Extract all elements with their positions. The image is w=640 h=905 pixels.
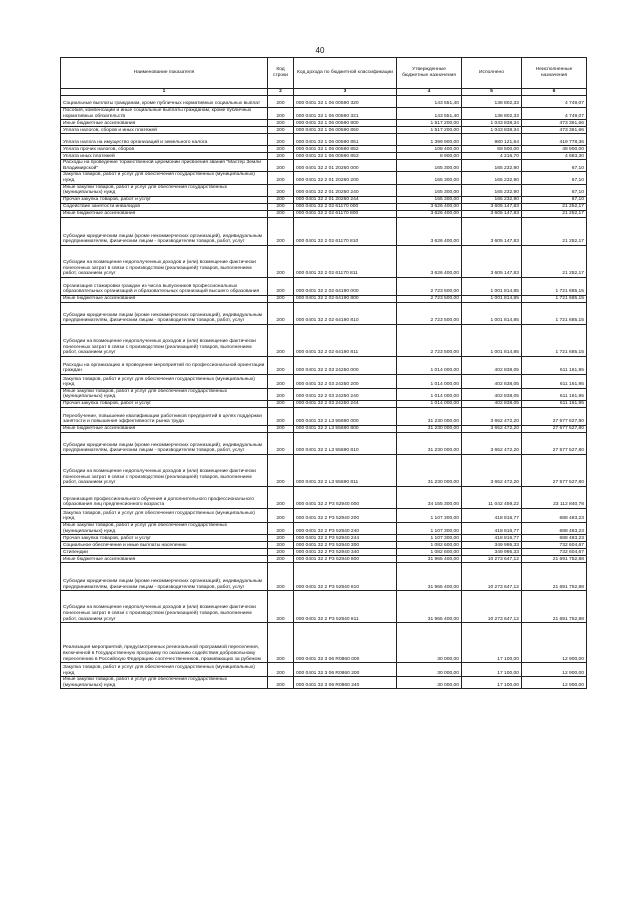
table-row: [61, 563, 587, 591]
row-code: 200: [268, 120, 294, 127]
row-unexecuted: 1 721 685,15: [522, 295, 587, 302]
row-unexecuted: 1 721 685,15: [522, 324, 587, 356]
row-code: 200: [268, 210, 294, 217]
row-classification-code: 000 0401 32 2 L3 55690 810: [294, 432, 397, 454]
table-row: [61, 203, 587, 210]
row-classification-code: 000 0401 32 2 P3 52940 800: [294, 556, 397, 563]
row-code: 200: [268, 432, 294, 454]
header-indicator-name: Наименование показателя: [61, 58, 268, 89]
row-name: Иные закупки товаров, работ и услуг для обеспечения государственных (муниципальных) нужд: [61, 184, 268, 196]
row-executed: 402 838,05: [462, 356, 522, 374]
row-code: 200: [268, 623, 294, 663]
row-code: 200: [268, 96, 294, 108]
table-row: [61, 324, 587, 356]
row-executed: 980 121,64: [462, 134, 522, 146]
row-name: Социальные выплаты гражданам, кроме публичных нормативных социальных выплат: [61, 96, 268, 108]
row-code: 200: [268, 184, 294, 196]
column-number-row: [61, 89, 587, 96]
row-executed: 418 816,77: [462, 508, 522, 522]
row-executed: 3 605 147,83: [462, 203, 522, 210]
page-number: 40: [315, 46, 325, 55]
row-code: 200: [268, 425, 294, 432]
row-executed: 3 605 147,83: [462, 245, 522, 277]
row-classification-code: 000 0401 32 2 01 20260 244: [294, 196, 397, 203]
row-unexecuted: 27 577 527,80: [522, 454, 587, 486]
row-approved: 34 155 300,00: [397, 486, 462, 508]
row-classification-code: 000 0401 32 2 02 61170 811: [294, 245, 397, 277]
row-approved: 1 014 000,00: [397, 374, 462, 388]
row-code: 200: [268, 486, 294, 508]
row-unexecuted: 67,10: [522, 172, 587, 184]
table-row: [61, 302, 587, 324]
row-classification-code: 000 0401 32 2 P3 52940 244: [294, 535, 397, 542]
row-classification-code: 000 0401 32 1 06 00590 852: [294, 146, 397, 153]
row-approved: 31 965 400,00: [397, 563, 462, 591]
row-approved: 1 014 000,00: [397, 356, 462, 374]
header-executed: Исполнено: [462, 58, 522, 89]
table-row: [61, 127, 587, 134]
row-code: 200: [268, 508, 294, 522]
row-classification-code: 000 0401 32 2 02 64190 000: [294, 277, 397, 295]
row-approved: 31 230 000,00: [397, 407, 462, 425]
row-approved: 1 082 600,00: [397, 549, 462, 556]
header-budget-classification: Код дохода по бюджетной классификации: [294, 58, 397, 89]
row-name: Субсидии юридическим лицам (кроме некоммерческих организаций), индивидуальным предпринимателям, физическим лицам - производителям товаров, работ, услуг: [61, 432, 268, 454]
table-row: [61, 217, 587, 245]
row-name: Организация профессионального обучения и дополнительного профессионального образования лиц предпенсионного возраста: [61, 486, 268, 508]
row-approved: 3 626 400,00: [397, 210, 462, 217]
row-approved: 1 082 600,00: [397, 542, 462, 549]
row-name: Иные бюджетные ассигнования: [61, 210, 268, 217]
budget-execution-table: [60, 57, 587, 689]
row-approved: 2 723 500,00: [397, 324, 462, 356]
row-classification-code: 000 0401 32 2 03 24250 240: [294, 388, 397, 400]
row-code: 200: [268, 374, 294, 388]
table-row: [61, 508, 587, 522]
row-executed: 418 816,77: [462, 522, 522, 534]
row-name: Стипендии: [61, 549, 268, 556]
row-classification-code: 000 0401 32 2 01 20260 000: [294, 160, 397, 172]
row-approved: 3 626 400,00: [397, 217, 462, 245]
row-name: Субсидии на возмещение недополученных доходов и (или) возмещение фактически понесенных затрат в связи с производством (реализацией) товаров, выполнением работ, оказанием услуг: [61, 454, 268, 486]
row-approved: 31 230 000,00: [397, 425, 462, 432]
row-name: Иные бюджетные ассигнования: [61, 556, 268, 563]
row-classification-code: 000 0401 32 2 P3 52940 240: [294, 522, 397, 534]
row-name: Субсидии юридическим лицам (кроме некоммерческих организаций), индивидуальным предпринимателям, физическим лицам - производителям товаров, работ, услуг: [61, 302, 268, 324]
table-row: [61, 432, 587, 454]
row-executed: 10 273 647,12: [462, 563, 522, 591]
row-unexecuted: 611 161,95: [522, 400, 587, 407]
row-approved: 1 399 900,00: [397, 134, 462, 146]
row-classification-code: 000 0401 32 2 P3 52940 200: [294, 508, 397, 522]
row-executed: 3 652 472,20: [462, 454, 522, 486]
row-executed: 3 605 147,83: [462, 217, 522, 245]
table-row: [61, 677, 587, 689]
table-row: [61, 134, 587, 146]
row-classification-code: 000 0401 32 1 06 00590 850: [294, 127, 397, 134]
row-unexecuted: 27 577 527,80: [522, 407, 587, 425]
row-name: Пособия, компенсации и иные социальные выплаты гражданам, кроме публичных нормативных обязательств: [61, 108, 268, 120]
row-code: 200: [268, 522, 294, 534]
row-unexecuted: 473 361,66: [522, 120, 587, 127]
row-name: Субсидии на возмещение недополученных доходов и (или) возмещение фактически понесенных затрат в связи с производством (реализацией) товаров, выполнением работ, оказанием услуг: [61, 591, 268, 623]
table-row: [61, 542, 587, 549]
row-approved: 108 400,00: [397, 146, 462, 153]
row-name: Субсидии на возмещение недополученных доходов и (или) возмещение фактически понесенных затрат в связи с производством (реализацией) товаров, выполнением работ, оказанием услуг: [61, 245, 268, 277]
row-approved: 2 723 500,00: [397, 302, 462, 324]
row-approved: 8 900,00: [397, 153, 462, 160]
table-row: [61, 663, 587, 677]
row-approved: 30 000,00: [397, 677, 462, 689]
row-name: Закупка товаров, работ и услуг для обеспечения государственных (муниципальных) нужд: [61, 172, 268, 184]
table-row: [61, 425, 587, 432]
table-row: [61, 196, 587, 203]
row-code: 200: [268, 277, 294, 295]
row-classification-code: 000 0401 32 2 P3 52940 810: [294, 563, 397, 591]
row-code: 200: [268, 388, 294, 400]
row-unexecuted: 688 483,23: [522, 522, 587, 534]
header-line-code: Код строки: [268, 58, 294, 89]
row-unexecuted: 4 749,07: [522, 96, 587, 108]
row-unexecuted: 419 778,36: [522, 134, 587, 146]
row-classification-code: 000 0401 32 1 06 00590 853: [294, 153, 397, 160]
row-classification-code: 000 0401 32 2 02 64190 800: [294, 295, 397, 302]
table-row: [61, 549, 587, 556]
row-unexecuted: 4 749,07: [522, 108, 587, 120]
row-approved: 2 723 500,00: [397, 277, 462, 295]
table-row: [61, 184, 587, 196]
header-approved: Утвержденные бюджетные назначения: [397, 58, 462, 89]
row-executed: 3 652 472,20: [462, 425, 522, 432]
row-name: Уплата налога на имущество организаций и земельного налога: [61, 134, 268, 146]
row-unexecuted: 12 900,00: [522, 623, 587, 663]
row-executed: 165 232,90: [462, 160, 522, 172]
row-code: 200: [268, 563, 294, 591]
row-unexecuted: 1 721 685,15: [522, 277, 587, 295]
row-executed: 10 273 647,12: [462, 591, 522, 623]
row-executed: 17 100,00: [462, 623, 522, 663]
row-executed: 349 995,33: [462, 542, 522, 549]
table-header-row: [61, 58, 587, 89]
row-approved: 143 551,40: [397, 96, 462, 108]
column-number: 2: [268, 89, 294, 96]
row-classification-code: 000 0401 32 2 P3 52940 811: [294, 591, 397, 623]
table-row: [61, 486, 587, 508]
row-unexecuted: 611 161,95: [522, 388, 587, 400]
row-unexecuted: 21 252,17: [522, 210, 587, 217]
row-unexecuted: 67,10: [522, 184, 587, 196]
row-approved: 30 000,00: [397, 663, 462, 677]
table-row: [61, 356, 587, 374]
row-executed: 1 001 814,85: [462, 324, 522, 356]
row-classification-code: 000 0401 32 3 06 R0860 240: [294, 677, 397, 689]
row-unexecuted: 1 721 685,15: [522, 302, 587, 324]
row-code: 200: [268, 542, 294, 549]
row-approved: 1 517 200,00: [397, 120, 462, 127]
row-unexecuted: 21 252,17: [522, 203, 587, 210]
row-code: 200: [268, 134, 294, 146]
row-approved: 143 551,40: [397, 108, 462, 120]
row-classification-code: 000 0401 32 1 06 00590 320: [294, 96, 397, 108]
row-name: Реализация мероприятий, предусмотренных региональной программой переселения, включенной в Государственную программу по оказанию содействия добровольному переселению в Российскую Федерацию соотечественников, проживающих за рубежом: [61, 623, 268, 663]
row-name: Содействие занятости инвалидов: [61, 203, 268, 210]
row-approved: 1 107 300,00: [397, 522, 462, 534]
row-classification-code: 000 0401 32 2 03 24250 000: [294, 356, 397, 374]
row-code: 200: [268, 146, 294, 153]
row-approved: 31 965 400,00: [397, 556, 462, 563]
row-unexecuted: 67,10: [522, 196, 587, 203]
row-classification-code: 000 0401 32 1 06 00590 851: [294, 134, 397, 146]
row-classification-code: 000 0401 32 2 P3 52940 300: [294, 542, 397, 549]
table-row: [61, 400, 587, 407]
row-name: Уплата иных платежей: [61, 153, 268, 160]
row-approved: 165 300,00: [397, 172, 462, 184]
row-approved: 1 014 000,00: [397, 400, 462, 407]
row-name: Прочая закупка товаров, работ и услуг: [61, 196, 268, 203]
row-name: Иные закупки товаров, работ и услуг для обеспечения государственных (муниципальных) нужд: [61, 388, 268, 400]
row-approved: 165 300,00: [397, 160, 462, 172]
row-name: Иные бюджетные ассигнования: [61, 425, 268, 432]
table-row: [61, 245, 587, 277]
row-code: 200: [268, 356, 294, 374]
row-unexecuted: 21 252,17: [522, 245, 587, 277]
row-name: Субсидии на возмещение недополученных доходов и (или) возмещение фактически понесенных затрат в связи с производством (реализацией) товаров, выполнением работ, оказанием услуг: [61, 324, 268, 356]
column-number: 5: [462, 89, 522, 96]
table-row: [61, 146, 587, 153]
table-row: [61, 407, 587, 425]
table-row: [61, 522, 587, 534]
row-name: Расходы на организацию и проведение мероприятий по профессиональной ориентации граждан: [61, 356, 268, 374]
row-unexecuted: 67,10: [522, 160, 587, 172]
row-classification-code: 000 0401 32 2 03 24250 200: [294, 374, 397, 388]
row-approved: 165 300,00: [397, 184, 462, 196]
row-unexecuted: 21 691 752,88: [522, 563, 587, 591]
row-code: 200: [268, 153, 294, 160]
table-row: [61, 210, 587, 217]
row-name: Иные закупки товаров, работ и услуг для обеспечения государственных (муниципальных) нужд: [61, 677, 268, 689]
column-number: 3: [294, 89, 397, 96]
row-classification-code: 000 0401 32 2 P3 52940 000: [294, 486, 397, 508]
row-code: 200: [268, 295, 294, 302]
row-approved: 1 107 300,00: [397, 535, 462, 542]
row-classification-code: 000 0401 32 2 L3 55690 811: [294, 454, 397, 486]
table-row: [61, 388, 587, 400]
row-code: 200: [268, 549, 294, 556]
row-executed: 138 802,33: [462, 108, 522, 120]
row-name: Субсидии юридическим лицам (кроме некоммерческих организаций), индивидуальным предпринимателям, физическим лицам - производителям товаров, работ, услуг: [61, 217, 268, 245]
row-classification-code: 000 0401 32 2 L3 55690 800: [294, 425, 397, 432]
row-approved: 1 107 300,00: [397, 508, 462, 522]
row-executed: 17 100,00: [462, 677, 522, 689]
table-row: [61, 374, 587, 388]
table-row: [61, 277, 587, 295]
row-executed: 138 802,33: [462, 96, 522, 108]
row-code: 200: [268, 108, 294, 120]
row-name: Закупка товаров, работ и услуг для обеспечения государственных (муниципальных) нужд: [61, 508, 268, 522]
column-number: 4: [397, 89, 462, 96]
row-classification-code: 000 0401 32 2 02 64190 811: [294, 324, 397, 356]
row-approved: 31 230 000,00: [397, 454, 462, 486]
row-classification-code: 000 0401 32 3 06 R0860 200: [294, 663, 397, 677]
row-code: 200: [268, 556, 294, 563]
row-executed: 402 838,05: [462, 400, 522, 407]
row-unexecuted: 12 900,00: [522, 663, 587, 677]
row-code: 200: [268, 400, 294, 407]
row-code: 200: [268, 245, 294, 277]
row-name: Организация стажировки граждан из числа выпускников профессиональных образовательных организаций и образовательных организаций высшего образования: [61, 277, 268, 295]
row-name: Иные закупки товаров, работ и услуг для обеспечения государственных (муниципальных) нужд: [61, 522, 268, 534]
row-code: 200: [268, 302, 294, 324]
row-executed: 3 652 472,20: [462, 407, 522, 425]
row-unexecuted: 21 252,17: [522, 217, 587, 245]
row-approved: 165 300,00: [397, 196, 462, 203]
row-code: 200: [268, 535, 294, 542]
table-row: [61, 120, 587, 127]
table-row: [61, 108, 587, 120]
row-executed: 1 001 814,85: [462, 295, 522, 302]
row-unexecuted: 27 577 527,80: [522, 432, 587, 454]
row-executed: 10 273 647,12: [462, 556, 522, 563]
column-number: 6: [522, 89, 587, 96]
row-classification-code: 000 0401 32 2 03 24250 244: [294, 400, 397, 407]
row-code: 200: [268, 454, 294, 486]
row-approved: 31 965 400,00: [397, 591, 462, 623]
row-code: 200: [268, 217, 294, 245]
row-unexecuted: 48 900,00: [522, 146, 587, 153]
row-name: Иные бюджетные ассигнования: [61, 120, 268, 127]
row-classification-code: 000 0401 32 1 06 00590 321: [294, 108, 397, 120]
row-classification-code: 000 0401 32 2 L3 55690 000: [294, 407, 397, 425]
row-name: Уплата налогов, сборов и иных платежей: [61, 127, 268, 134]
row-code: 200: [268, 172, 294, 184]
row-name: Расходы на проведение торжественной церемонии присвоения звания "Мастер Земли Владимирской": [61, 160, 268, 172]
row-unexecuted: 732 604,67: [522, 542, 587, 549]
row-unexecuted: 688 483,23: [522, 535, 587, 542]
row-approved: 3 626 400,00: [397, 245, 462, 277]
row-name: Социальное обеспечение и иные выплаты населению: [61, 542, 268, 549]
row-approved: 1 014 000,00: [397, 388, 462, 400]
row-code: 200: [268, 407, 294, 425]
row-classification-code: 000 0401 32 2 02 61170 800: [294, 210, 397, 217]
table-row: [61, 295, 587, 302]
table-row: [61, 160, 587, 172]
row-unexecuted: 4 683,30: [522, 153, 587, 160]
row-executed: 59 500,00: [462, 146, 522, 153]
row-approved: 31 230 000,00: [397, 432, 462, 454]
row-name: Прочая закупка товаров, работ и услуг: [61, 535, 268, 542]
row-name: Субсидии юридическим лицам (кроме некоммерческих организаций), индивидуальным предпринимателям, физическим лицам - производителям товаров, работ, услуг: [61, 563, 268, 591]
row-classification-code: 000 0401 32 3 06 R0860 000: [294, 623, 397, 663]
row-unexecuted: 732 604,67: [522, 549, 587, 556]
table-row: [61, 172, 587, 184]
row-executed: 165 232,90: [462, 196, 522, 203]
row-executed: 1 043 838,34: [462, 120, 522, 127]
row-executed: 418 816,77: [462, 535, 522, 542]
row-code: 200: [268, 663, 294, 677]
row-approved: 30 000,00: [397, 623, 462, 663]
table-row: [61, 591, 587, 623]
row-code: 200: [268, 203, 294, 210]
row-code: 200: [268, 324, 294, 356]
row-classification-code: 000 0401 32 2 02 61170 810: [294, 217, 397, 245]
column-number: 1: [61, 89, 268, 96]
row-executed: 11 042 459,22: [462, 486, 522, 508]
table-row: [61, 454, 587, 486]
row-code: 200: [268, 160, 294, 172]
row-name: Переобучение, повышение квалификации работников предприятий в целях поддержки занятости и повышения эффективности рынка труда: [61, 407, 268, 425]
row-executed: 3 652 472,20: [462, 432, 522, 454]
table-row: [61, 556, 587, 563]
row-unexecuted: 688 483,23: [522, 508, 587, 522]
row-unexecuted: 21 691 752,88: [522, 591, 587, 623]
row-approved: 3 626 400,00: [397, 203, 462, 210]
row-name: Прочая закупка товаров, работ и услуг: [61, 400, 268, 407]
row-executed: 349 995,33: [462, 549, 522, 556]
row-classification-code: 000 0401 32 2 01 20260 200: [294, 172, 397, 184]
row-executed: 165 232,90: [462, 184, 522, 196]
row-executed: 1 043 838,34: [462, 127, 522, 134]
table-row: [61, 96, 587, 108]
row-classification-code: 000 0401 32 2 01 20260 240: [294, 184, 397, 196]
row-unexecuted: 23 112 840,78: [522, 486, 587, 508]
row-code: 200: [268, 677, 294, 689]
table-row: [61, 535, 587, 542]
row-executed: 4 216,70: [462, 153, 522, 160]
row-unexecuted: 12 900,00: [522, 677, 587, 689]
row-executed: 1 001 814,85: [462, 302, 522, 324]
row-name: Уплата прочих налогов, сборов: [61, 146, 268, 153]
header-unexecuted: Неисполненные назначения: [522, 58, 587, 89]
row-unexecuted: 473 361,66: [522, 127, 587, 134]
row-unexecuted: 21 691 752,88: [522, 556, 587, 563]
row-executed: 402 838,05: [462, 374, 522, 388]
row-classification-code: 000 0401 32 1 06 00590 800: [294, 120, 397, 127]
row-executed: 165 232,90: [462, 172, 522, 184]
row-executed: 17 100,00: [462, 663, 522, 677]
row-executed: 3 605 147,83: [462, 210, 522, 217]
row-classification-code: 000 0401 32 2 P3 52940 340: [294, 549, 397, 556]
row-unexecuted: 611 161,95: [522, 374, 587, 388]
row-approved: 1 517 200,00: [397, 127, 462, 134]
row-unexecuted: 27 577 527,80: [522, 425, 587, 432]
row-name: Закупка товаров, работ и услуг для обеспечения государственных (муниципальных) нужд: [61, 374, 268, 388]
row-executed: 402 838,05: [462, 388, 522, 400]
row-classification-code: 000 0401 32 2 02 61170 000: [294, 203, 397, 210]
row-classification-code: 000 0401 32 2 02 64190 810: [294, 302, 397, 324]
row-name: Закупка товаров, работ и услуг для обеспечения государственных (муниципальных) нужд: [61, 663, 268, 677]
row-code: 200: [268, 591, 294, 623]
table-row: [61, 153, 587, 160]
row-name: Иные бюджетные ассигнования: [61, 295, 268, 302]
row-code: 200: [268, 127, 294, 134]
row-code: 200: [268, 196, 294, 203]
table-row: [61, 623, 587, 663]
row-unexecuted: 611 161,95: [522, 356, 587, 374]
row-executed: 1 001 814,85: [462, 277, 522, 295]
row-approved: 2 723 500,00: [397, 295, 462, 302]
